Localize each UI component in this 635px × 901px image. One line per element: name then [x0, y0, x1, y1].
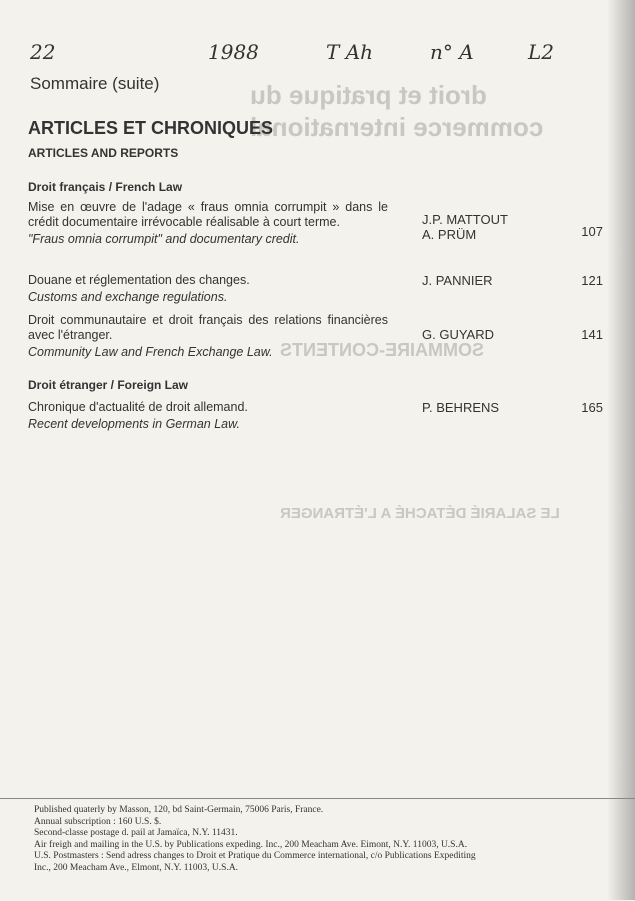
toc-entry [28, 400, 603, 432]
entry-title-en: Recent developments in German Law. [28, 417, 240, 431]
footer-text [34, 805, 614, 874]
footer-line: Annual subscription : 160 U.S. $. [34, 816, 162, 827]
toc-entry [28, 273, 603, 305]
entry-title-fr: Douane et réglementation des changes. [28, 273, 250, 287]
entry-author: A. PRÜM [422, 227, 477, 242]
bleed-through-decoration: SOMMAIRE-CONTENTS [280, 340, 484, 360]
page-edge-shadow [607, 0, 635, 900]
footer-line: U.S. Postmasters : Send adress changes to Droit et Pratique du Commerce international, c/o Publications Expediting [34, 851, 476, 861]
entry-title-en: Community Law and French Exchange Law. [28, 345, 273, 359]
handwritten-mark: 22 [30, 40, 56, 64]
group-heading-foreign-law: Droit étranger / Foreign Law [28, 378, 189, 392]
handwritten-mark: 1988 [208, 40, 259, 64]
handwritten-annotations [30, 40, 590, 70]
entry-page-number: 141 [581, 327, 603, 342]
entry-title-fr: Mise en œuvre de l'adage « fraus omnia corrumpit » dans le crédit documentaire irrévocable réalisable à court terme. [28, 200, 388, 229]
toc-entry [28, 200, 603, 247]
bleed-through-decoration: commerce international [250, 112, 544, 142]
entry-authors [422, 273, 493, 288]
entry-page-number: 107 [581, 224, 603, 239]
footer-line: Published quaterly by Masson, 120, bd Saint-Germain, 75006 Paris, France. [34, 805, 324, 815]
group-heading-french-law: Droit français / French Law [28, 180, 183, 194]
entry-title-fr: Droit communautaire et droit français des relations financières avec l'étranger. [28, 313, 388, 342]
entry-author: J.P. MATTOUT [422, 212, 508, 227]
handwritten-mark: n° A [430, 40, 474, 64]
entry-authors [422, 327, 494, 342]
entry-author: P. BEHRENS [422, 400, 500, 415]
section-title: ARTICLES ET CHRONIQUES [28, 118, 274, 138]
entry-author: G. GUYARD [422, 327, 494, 342]
section-subtitle: ARTICLES AND REPORTS [28, 146, 179, 160]
entry-authors [422, 400, 499, 415]
entry-page-number: 165 [581, 400, 603, 415]
entry-title-fr: Chronique d'actualité de droit allemand. [28, 400, 248, 414]
handwritten-mark: L2 [528, 40, 555, 64]
entry-title-en: "Fraus omnia corrumpit" and documentary credit. [28, 232, 300, 246]
footer-line: Inc., 200 Meacham Ave., Elmont, N.Y. 11003, U.S.A. [34, 862, 239, 873]
footer-line: Air freigh and mailing in the U.S. by Publications expeding. Inc., 200 Meacham Ave. Eimont, N.Y. 11003, U.S.A. [34, 839, 468, 850]
bleed-through-decoration: droit et pratique du [250, 80, 487, 110]
entry-authors [422, 212, 508, 242]
handwritten-mark: T Ah [326, 40, 374, 64]
bleed-through-decoration: LE SALARIÉ DÉTACHÉ A L'ÉTRANGER [280, 505, 560, 522]
entry-title-en: Customs and exchange regulations. [28, 290, 228, 304]
entry-author: J. PANNIER [422, 273, 493, 288]
publication-footer [0, 798, 635, 901]
page-title: Sommaire (suite) [30, 74, 160, 93]
footer-line: Second-classe postage d. pail at Jamaïca, N.Y. 11431. [34, 828, 238, 838]
toc-entry [28, 313, 603, 360]
entry-page-number: 121 [581, 273, 603, 288]
